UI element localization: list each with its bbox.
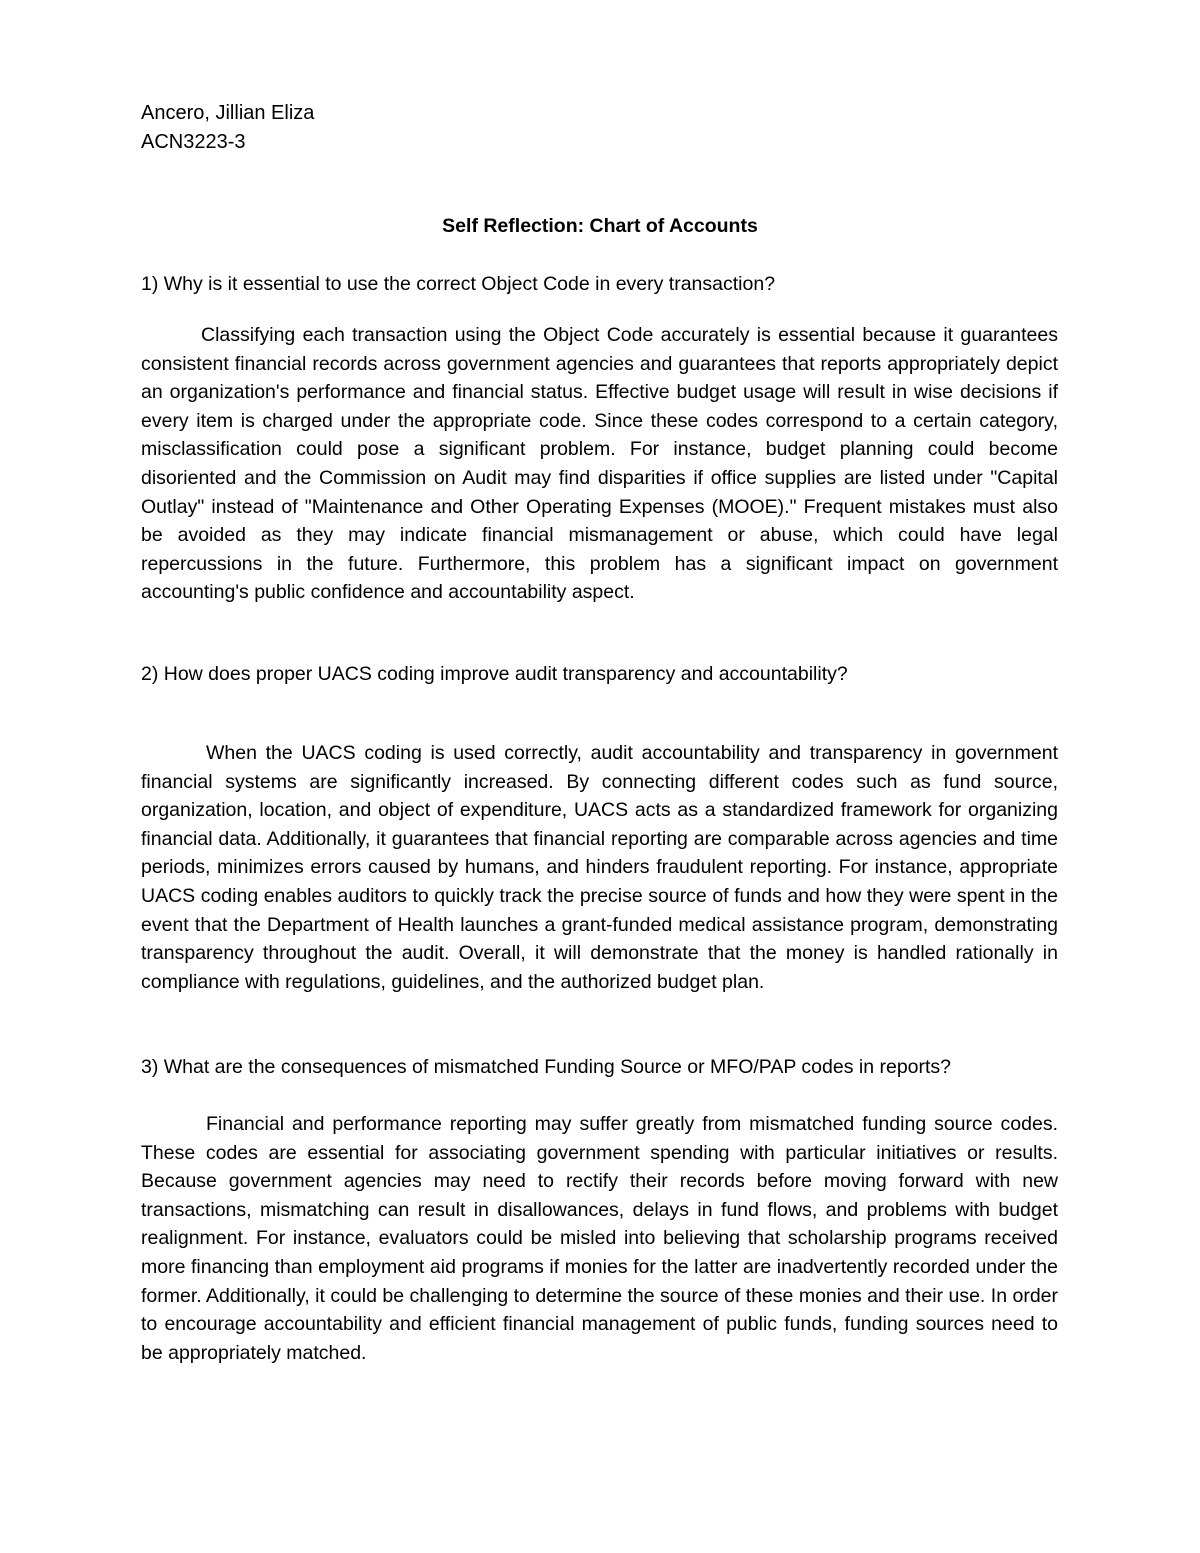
question-2: 2) How does proper UACS coding improve audit transparency and accountability? [141,663,848,685]
author-name: Ancero, Jillian Eliza [141,102,315,124]
answer-3: Financial and performance reporting may suffer greatly from mismatched funding source codes. These codes are essential for associating government spending with particular initiatives or results. Because government agencies may need to rectify their records before moving forward with new transactions, mismatching can result in disallowances, delays in fund flows, and problems with budget realignment. For instance, evaluators could be misled into believing that scholarship programs received more financing than employment aid programs if monies for the latter are inadvertently recorded under the former. Additionally, it could be challenging to determine the source of these monies and their use. In order to encourage accountability and efficient financial management of public funds, funding sources need to be appropriately matched. [141,1113,1058,1364]
question-1: 1) Why is it essential to use the correct Object Code in every transaction? [141,273,776,295]
answer-2: When the UACS coding is used correctly, audit accountability and transparency in government financial systems are significantly increased. By connecting different codes such as fund source, organization, location, and object of expenditure, UACS acts as a standardized framework for organizing financial data. Additionally, it guarantees that financial reporting are comparable across agencies and time periods, minimizes errors caused by humans, and hinders fraudulent reporting. For instance, appropriate UACS coding enables auditors to quickly track the precise source of funds and how they were spent in the event that the Department of Health launches a grant-funded medical assistance program, demonstrating transparency throughout the audit. Overall, it will demonstrate that the money is handled rationally in compliance with regulations, guidelines, and the authorized budget plan. [141,742,1058,993]
question-3: 3) What are the consequences of mismatched Funding Source or MFO/PAP codes in reports? [141,1056,952,1078]
document-title: Self Reflection: Chart of Accounts [442,215,758,237]
answer-1: Classifying each transaction using the Object Code accurately is essential because it guarantees consistent financial records across government agencies and guarantees that reports appropriately depict an organization's performance and financial status. Effective budget usage will result in wise decisions if every item is charged under the appropriate code. Since these codes correspond to a certain category, misclassification could pose a significant problem. For instance, budget planning could become disoriented and the Commission on Audit may find disparities if office supplies are listed under "Capital Outlay" instead of "Maintenance and Other Operating Expenses (MOOE)." Frequent mistakes must also be avoided as they may indicate financial mismanagement or abuse, which could have legal repercussions in the future. Furthermore, this problem has a significant impact on government accounting's public confidence and accountability aspect. [141,324,1058,604]
course-section: ACN3223-3 [141,131,246,153]
